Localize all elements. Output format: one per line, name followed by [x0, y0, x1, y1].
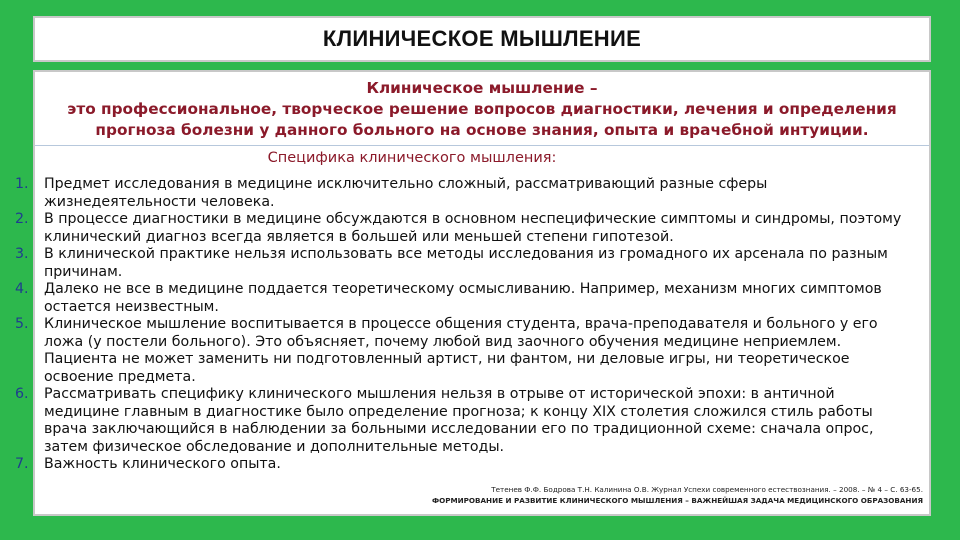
- item-text: Важность клинического опыта.: [44, 456, 281, 472]
- citation-source: Тетенев Ф.Ф. Бодрова Т.Н. Калинина О.В. Журнал Успехи современного естествознания. – 2008. – № 4 – С. 63-65.: [491, 485, 923, 494]
- item-number: 3.: [15, 246, 29, 262]
- citation-article-title: ФОРМИРОВАНИЕ И РАЗВИТИЕ КЛИНИЧЕСКОГО МЫШЛЕНИЯ – ВАЖНЕЙШАЯ ЗАДАЧА МЕДИЦИНСКОГО ОБРАЗОВАНИЯ: [431, 496, 923, 505]
- item-number: 4.: [15, 281, 29, 297]
- item-text: Рассматривать специфику клинического мышления нельзя в отрыве от исторической эпохи: в античной медицине главным в диагностике было определение прогноза; к концу XIX столетия сложился стиль работы врача заключающийся в наблюдении за больными исследовании его по традиционной схеме: сначала опрос, затем физическое обследование и дополнительные методы.: [44, 386, 874, 455]
- list-item: [9, 386, 919, 456]
- list-item: [9, 456, 919, 474]
- list-item: [9, 211, 919, 246]
- list-item: [9, 176, 919, 211]
- item-number: 2.: [15, 211, 29, 227]
- definition-block: [35, 72, 929, 146]
- item-text: В клинической практике нельзя использовать все методы исследования из громадного их арсенала по разным причинам.: [44, 246, 888, 280]
- list-item: [9, 246, 919, 281]
- definition-line-3: прогноза болезни у данного больного на основе знания, опыта и врачебной интуиции.: [95, 121, 869, 139]
- item-number: 1.: [15, 176, 29, 192]
- item-number: 7.: [15, 456, 29, 472]
- specifics-heading: Специфика клинического мышления:: [267, 150, 557, 166]
- title-box: [33, 16, 931, 62]
- item-number: 6.: [15, 386, 29, 402]
- list-item: [9, 281, 919, 316]
- item-text: Предмет исследования в медицине исключительно сложный, рассматривающий разные сферы жизнедеятельности человека.: [44, 176, 768, 210]
- item-text: Клиническое мышление воспитывается в процессе общения студента, врача-преподавателя и больного у его ложа (у постели больного). Это объясняет, почему любой вид заочного обучения медицине неприемлем. Пациента не может заменить ни подготовленный артист, ни фантом, ни деловые игры, ни теоретическое освоение предмета.: [44, 316, 878, 385]
- item-text: Далеко не все в медицине поддается теоретическому осмысливанию. Например, механизм многих симптомов остается неизвестным.: [44, 281, 882, 315]
- list-item: [9, 316, 919, 386]
- definition-line-1: Клиническое мышление –: [366, 79, 598, 97]
- definition-line-2: это профессиональное, творческое решение вопросов диагностики, лечения и определения: [67, 100, 897, 118]
- content-panel: [15, 70, 931, 516]
- item-number: 5.: [15, 316, 29, 332]
- citation: [432, 484, 923, 506]
- item-text: В процессе диагностики в медицине обсуждаются в основном неспецифические симптомы и синдромы, поэтому клинический диагноз всегда является в большей или меньшей степени гипотезой.: [44, 211, 902, 245]
- slide-title: КЛИНИЧЕСКОЕ МЫШЛЕНИЕ: [322, 26, 642, 51]
- specifics-list: [9, 176, 919, 474]
